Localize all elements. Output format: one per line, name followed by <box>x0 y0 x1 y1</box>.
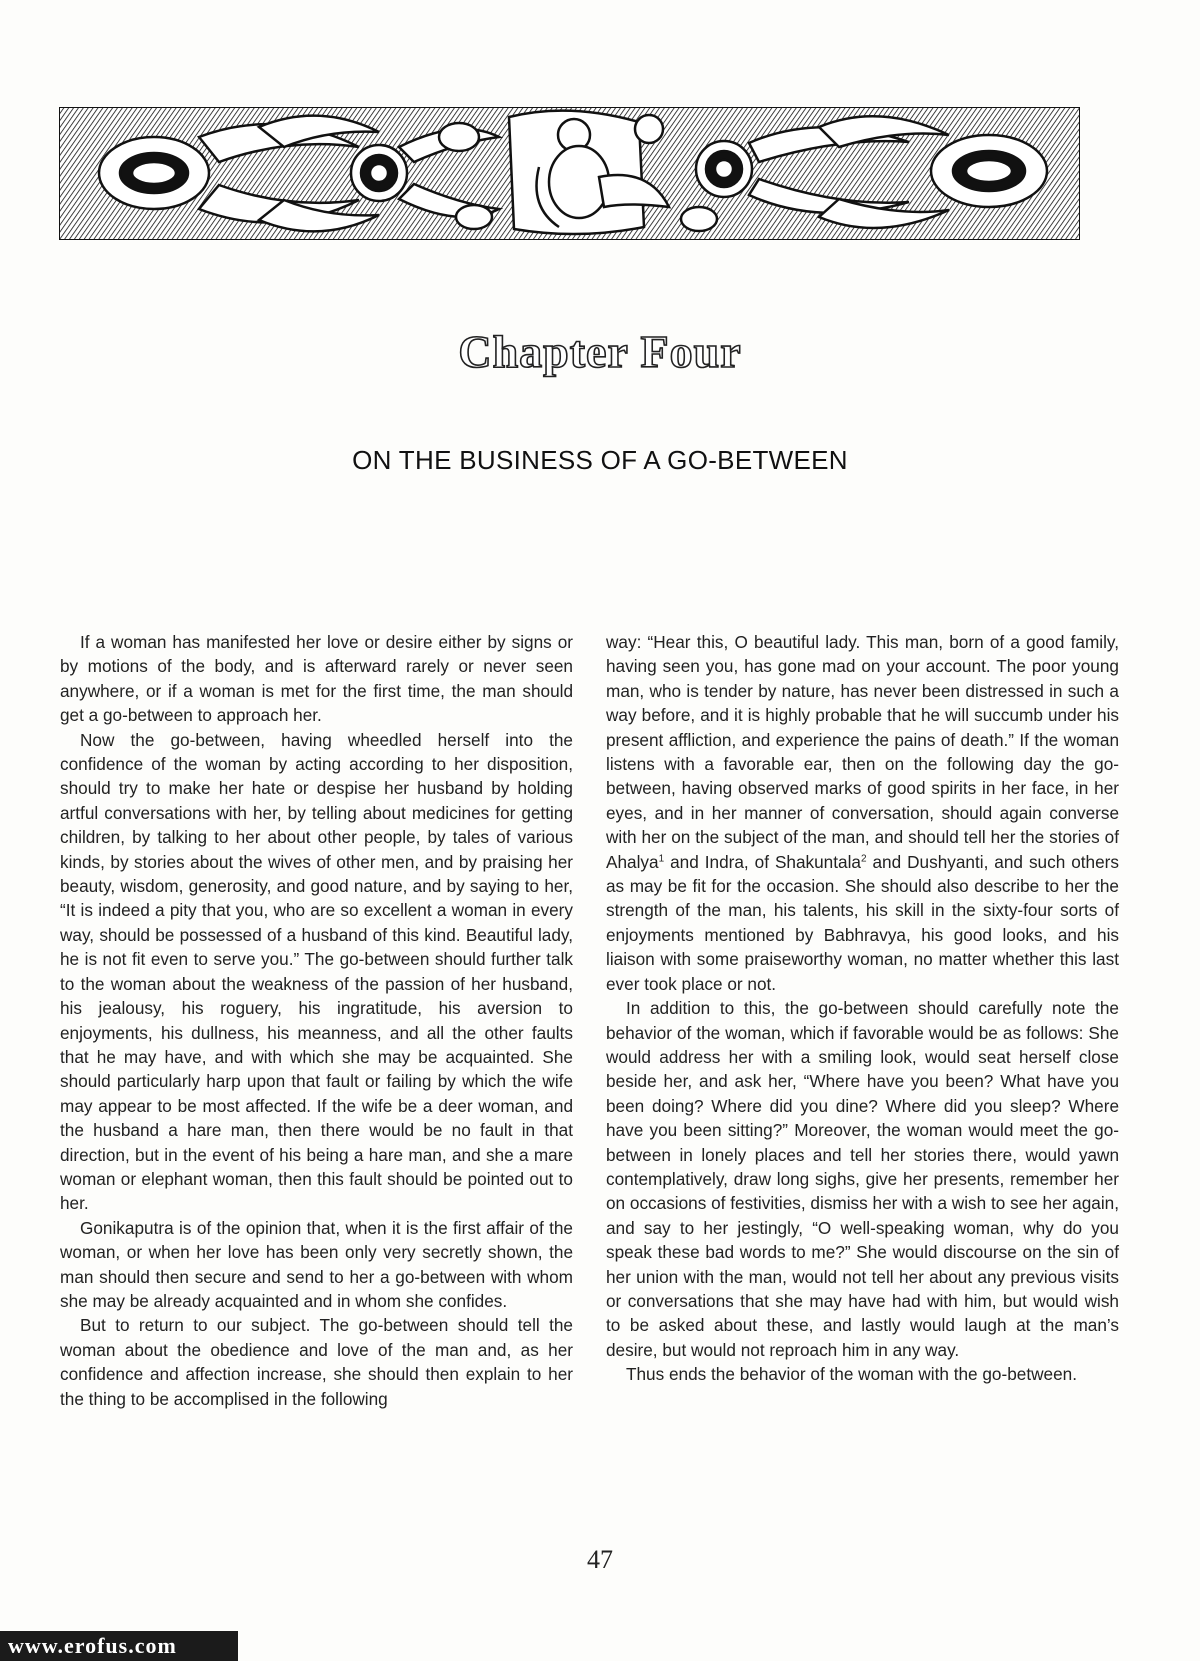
footnote-marker: 1 <box>658 852 665 864</box>
paragraph-text: way: “Hear this, O beautiful lady. This man, born of a good family, having seen you, has gone mad on your account. The poor young man, who is tender by nature, has never been distressed in such a way before, and it is highly probable that he will succumb under his present affliction, and experience the pains of death.” If the woman listens with a favorable ear, then on the following day the go-between, having observed marks of good spirits in her face, in her eyes, and in her manner of conversation, should again converse with her on the subject of the man, and should tell her the stories of Ahalya <box>606 632 1119 872</box>
paragraph-text: and Indra, of Shakuntala <box>664 851 861 872</box>
chapter-subtitle: ON THE BUSINESS OF A GO-BETWEEN <box>352 445 848 475</box>
footnote-marker: 2 <box>860 852 867 864</box>
page-number: 47 <box>587 1545 613 1574</box>
watermark: www.erofus.com <box>0 1631 238 1661</box>
paragraph <box>606 630 1119 996</box>
paragraph: Thus ends the behavior of the woman with the go-between. <box>626 1364 1077 1385</box>
paragraph: But to return to our subject. The go-between should tell the woman about the obedience and love of the man and, as her confidence and affection increase, she should then explain to her the thing to be accomplised in the following <box>60 1315 573 1409</box>
paragraph: Gonikaputra is of the opinion that, when it is the first affair of the woman, or when her love has been only very secretly shown, the man should then secure and send to her a go-between with whom she may be already acquainted and in whom she confides. <box>60 1217 573 1311</box>
left-text-column <box>60 630 573 1411</box>
paragraph: Now the go-between, having wheedled herself into the confidence of the woman by acting according to her disposition, should try to make her hate or despise her husband by holding artful conversations with her, by telling about medicines for getting children, by talking to her about other people, by tales of various kinds, by stories about the wives of other men, and by praising her beauty, wisdom, generosity, and good nature, and by saying to her, “It is indeed a pity that you, who are so excellent a woman in every way, should be possessed of a husband of this kind. Beautiful lady, he is not fit even to serve you.” The go-between should further talk to the woman about the weakness of the passion of her husband, his jealousy, his roguery, his ingratitude, his aversion to enjoyments, his dullness, his meanness, and all the other faults that he may have, and with which she may be acquainted. She should particularly harp upon that fault or failing by which the wife may appear to be most affected. If the wife be a deer woman, and the husband a hare man, then there would be no fault in that direction, but in the event of his being a hare man, and she a mare woman or elephant woman, then this fault should be pointed out to her. <box>60 729 573 1214</box>
paragraph-text: and Dushyanti, and such others as may be fit for the occasion. She should also describe to her the strength of the man, his talents, his skill in the sixty-four sorts of enjoyments mentioned by Babhravya, his good looks, and his liaison with some praiseworthy woman, no matter whether this last ever took place or not. <box>606 851 1119 994</box>
right-text-column <box>606 630 1119 1387</box>
paragraph: If a woman has manifested her love or desire either by signs or by motions of the body, and is afterward rarely or never seen anywhere, or if a woman is met for the first time, the man should get a go-between to approach her. <box>60 632 573 726</box>
chapter-heading: Chapter Four <box>458 326 742 377</box>
paragraph: In addition to this, the go-between should carefully note the behavior of the woman, which if favorable would be as follows: She would address her with a smiling look, would seat herself close beside her, and ask her, “Where have you been? What have you been doing? Where did you dine? Where did you sleep? Where have you been sitting?” Moreover, the woman would meet the go-between in lonely places and tell her stories there, would yawn contemplatively, draw long sighs, give her presents, remember her on occasions of festivities, dismiss her with a wish to see her again, and say to her jestingly, “O well-speaking woman, why do you speak these bad words to me?” She would discourse on the sin of her union with the man, would not tell her about any previous visits or conversations that she may have had with him, but would wish to be asked about these, and lastly would laugh at the man’s desire, but would not reproach him in any way. <box>606 998 1119 1360</box>
ornamental-banner <box>59 107 1080 240</box>
